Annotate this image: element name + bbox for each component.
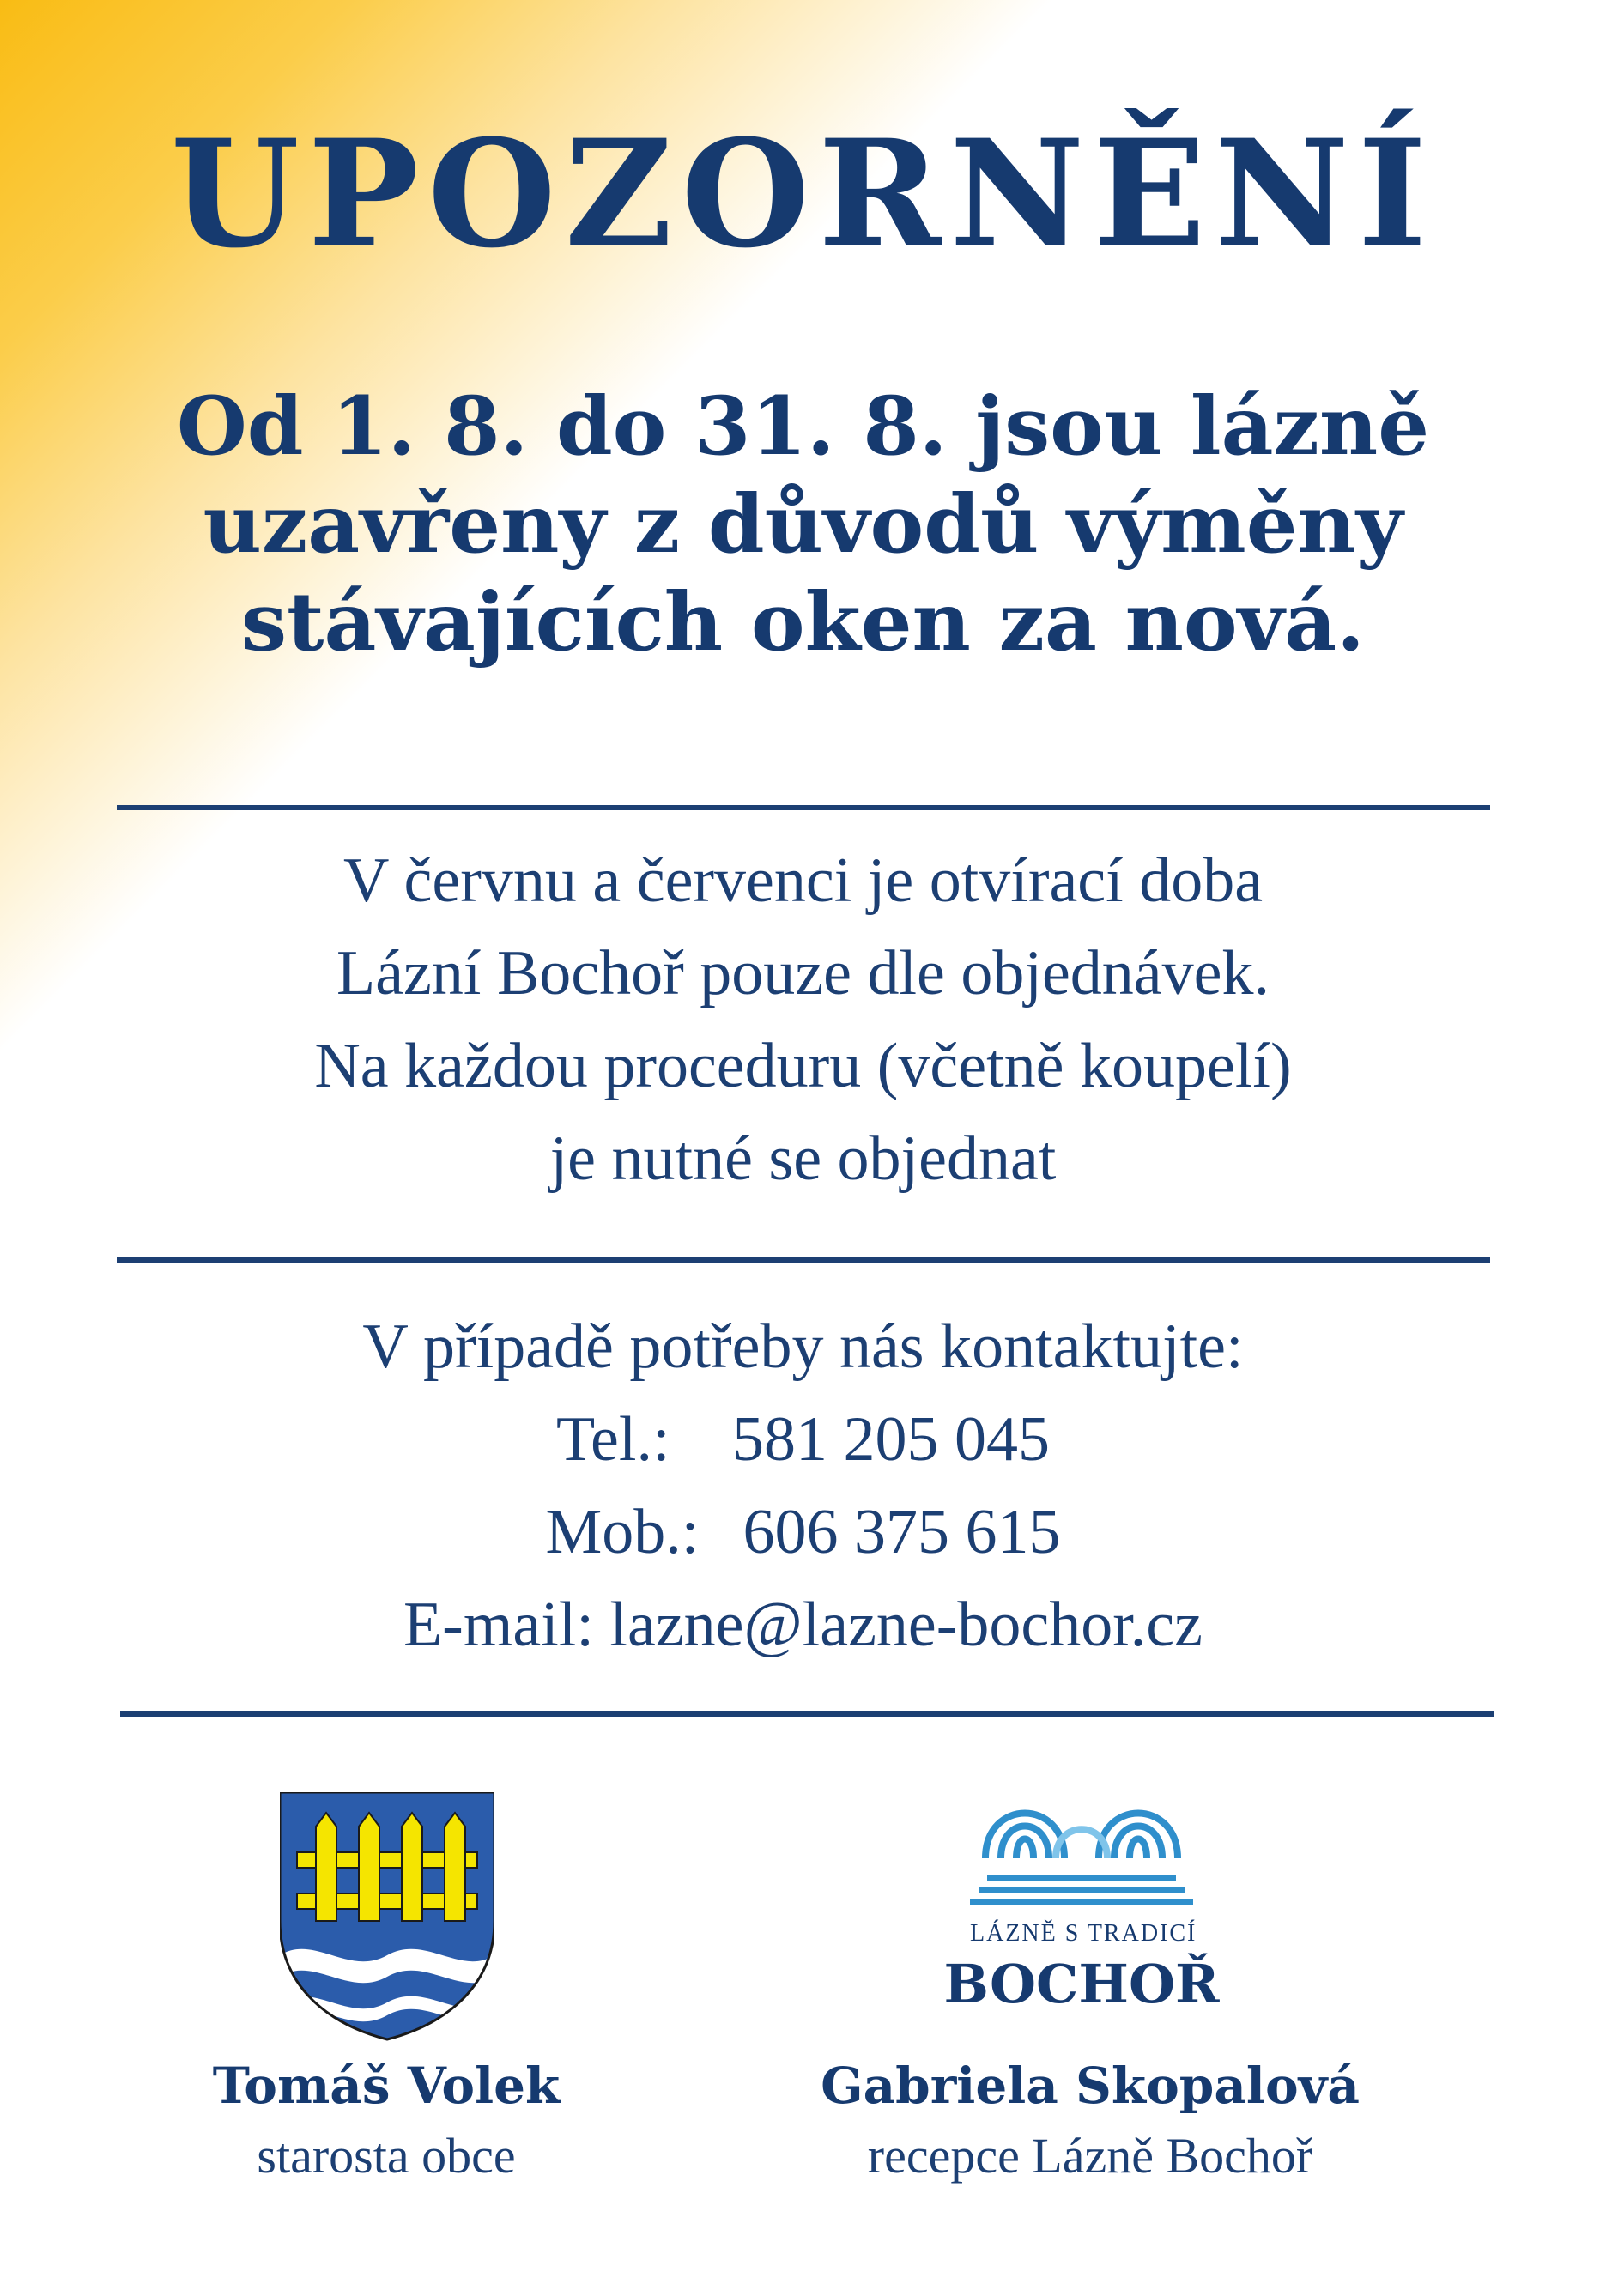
signature-right-name: Gabriela Skopalová [821, 2057, 1360, 2115]
info-line-3: Na každou proceduru (včetně koupelí) [314, 1031, 1292, 1101]
mobile-row [0, 1486, 1606, 1578]
signature-left-name: Tomáš Volek [212, 2057, 561, 2115]
info-line-2: Lázní Bochoř pouze dle objednávek. [336, 938, 1270, 1009]
spa-logo [943, 1772, 1220, 2015]
phone-row [0, 1393, 1606, 1486]
info-line-1: V červnu a červenci je otvírací doba [342, 845, 1264, 916]
headline-line-3: stávajících oken za nová. [241, 575, 1365, 669]
coat-of-arms-icon [280, 1792, 494, 2041]
signature-right-role: recepce Lázně Bochoř [867, 2128, 1313, 2184]
signature-left-role: starosta obce [257, 2128, 516, 2184]
headline-line-1: Od 1. 8. do 31. 8. jsou lázně [176, 379, 1430, 474]
divider-1 [117, 805, 1490, 810]
page-title: UPOZORNĚNÍ [170, 106, 1436, 281]
info-line-4: je nutné se objednat [549, 1124, 1057, 1194]
contact-intro: V případě potřeby nás kontaktujte: [362, 1312, 1244, 1382]
fountain-icon [970, 1772, 1193, 1918]
divider-2 [117, 1257, 1490, 1263]
email-address[interactable]: lazne@lazne-bochor.cz [609, 1590, 1203, 1660]
mobile-label: Mob.: [545, 1497, 700, 1567]
mobile-number[interactable]: 606 375 615 [742, 1497, 1061, 1567]
closure-headline [0, 378, 1606, 671]
contact-block [0, 1300, 1606, 1671]
spa-logo-name: BOCHOŘ [943, 1953, 1220, 2015]
phone-number[interactable]: 581 205 045 [732, 1404, 1050, 1475]
spa-logo-tagline: LÁZNĚ S TRADICÍ [970, 1920, 1197, 1947]
phone-label: Tel.: [556, 1404, 670, 1475]
headline-line-2: uzavřeny z důvodů výměny [203, 477, 1403, 572]
email-label: E-mail: [403, 1590, 594, 1660]
email-row [0, 1578, 1606, 1671]
divider-3 [120, 1711, 1494, 1717]
opening-hours-info [0, 834, 1606, 1205]
